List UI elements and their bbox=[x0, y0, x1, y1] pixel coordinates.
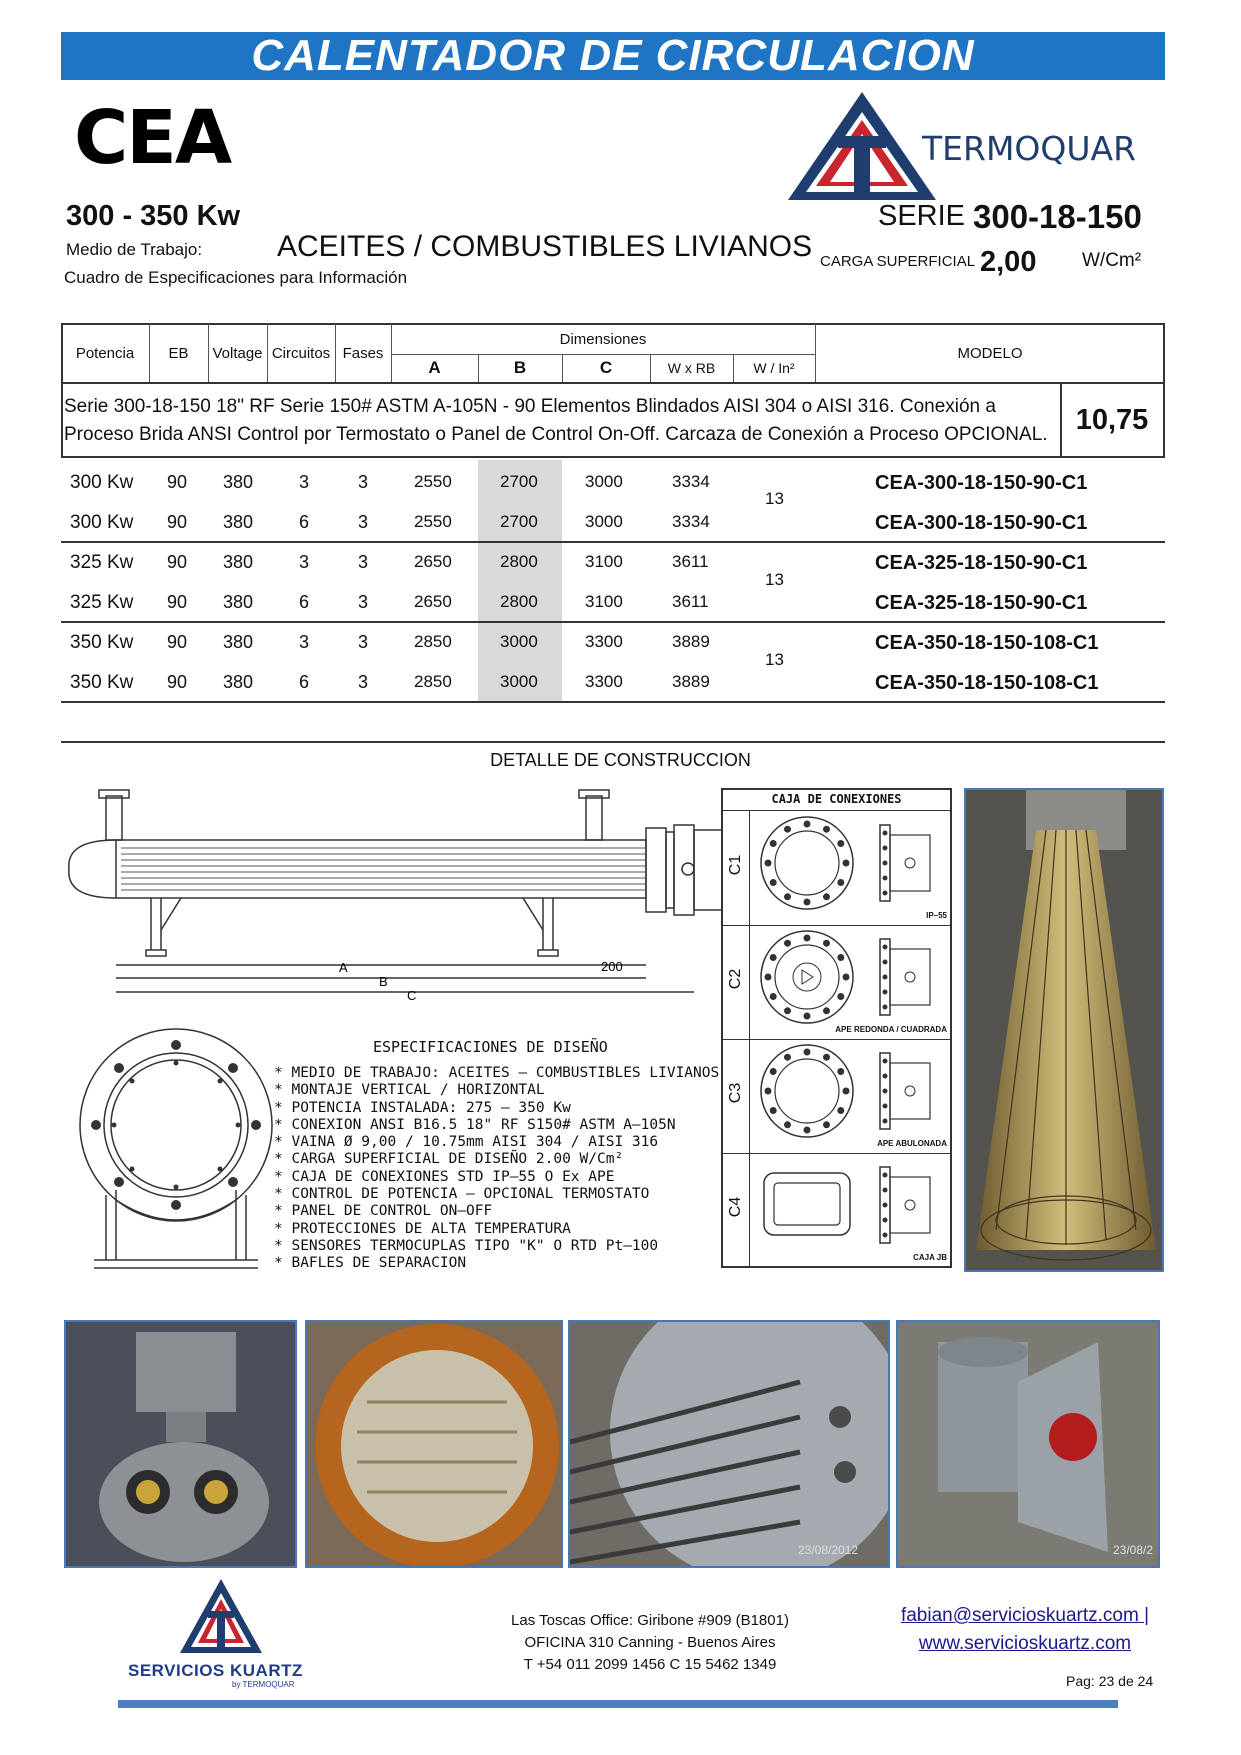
row-circuitos: 3 bbox=[299, 632, 310, 652]
col-voltage: Voltage bbox=[212, 344, 263, 362]
caja-divider bbox=[723, 925, 950, 926]
caja-note: IP–55 bbox=[926, 911, 947, 920]
series-description: Serie 300-18-150 18" RF Serie 150# ASTM A-105N - 90 Elementos Blindados AISI 304 o AISI 316. Conexión a Proceso Brida ANSI Control por Termostato o Panel de Control On-Off. Carcaza de Conexión a Proceso OPCIONAL. bbox=[64, 396, 1048, 445]
housing-illustration bbox=[898, 1322, 1160, 1568]
table-row bbox=[0, 463, 1104, 503]
photo-stamp-1: 23/08/2012 bbox=[798, 1543, 859, 1557]
row-fases: 3 bbox=[358, 512, 369, 532]
spec-line: * VAINA Ø 9,00 / 10.75mm AISI 304 / AISI 316 bbox=[274, 1134, 659, 1151]
table-row bbox=[0, 583, 1104, 623]
row-potencia: 300 Kw bbox=[70, 472, 134, 493]
col-potencia: Potencia bbox=[75, 344, 135, 362]
serie-value: 300-18-150 bbox=[973, 198, 1142, 235]
row-modelo: CEA-325-18-150-90-C1 bbox=[875, 592, 1088, 614]
caja-drawing bbox=[750, 1155, 950, 1263]
caja-divider bbox=[723, 1039, 950, 1040]
carga-unit: W/Cm² bbox=[1082, 250, 1142, 271]
row-potencia: 325 Kw bbox=[70, 552, 134, 573]
col-modelo: MODELO bbox=[957, 344, 1023, 362]
row-b: 2800 bbox=[500, 552, 538, 571]
spec-line: * PANEL DE CONTROL ON–OFF bbox=[274, 1203, 493, 1220]
table-row bbox=[0, 503, 1104, 543]
footer-bar bbox=[118, 1700, 1118, 1708]
row-eb: 90 bbox=[167, 672, 188, 692]
row-b: 2700 bbox=[500, 472, 538, 491]
spec-line: * POTENCIA INSTALADA: 275 – 350 Kw bbox=[274, 1099, 571, 1116]
row-modelo: CEA-300-18-150-90-C1 bbox=[875, 472, 1088, 494]
col-a: A bbox=[428, 358, 441, 377]
caja-note: CAJA JB bbox=[913, 1253, 947, 1262]
row-eb: 90 bbox=[167, 512, 188, 532]
win2-group-3: 13 bbox=[765, 650, 784, 669]
flange-orange-illustration bbox=[307, 1322, 563, 1568]
row-eb: 90 bbox=[167, 632, 188, 652]
spec-line: * MONTAJE VERTICAL / HORIZONTAL bbox=[274, 1082, 545, 1099]
photo-housing bbox=[896, 1320, 1160, 1568]
table-row bbox=[0, 623, 1104, 663]
col-wxrb: W x RB bbox=[667, 360, 716, 376]
col-b: B bbox=[513, 358, 527, 377]
caja-panel bbox=[721, 788, 952, 1268]
row-voltage: 380 bbox=[223, 592, 254, 612]
row-circuitos: 3 bbox=[299, 472, 310, 492]
row-c: 3300 bbox=[585, 632, 623, 651]
row-wxrb: 3889 bbox=[672, 672, 710, 691]
caja-drawing bbox=[750, 927, 950, 1035]
price-value: 10,75 bbox=[1075, 404, 1149, 436]
spec-line: * CONTROL DE POTENCIA – OPCIONAL TERMOSTATO bbox=[274, 1186, 650, 1203]
row-potencia: 350 Kw bbox=[70, 672, 134, 693]
bundle-illustration bbox=[966, 790, 1164, 1272]
row-c: 3000 bbox=[585, 472, 623, 491]
row-eb: 90 bbox=[167, 592, 188, 612]
col-fases: Fases bbox=[342, 344, 384, 362]
col-c: C bbox=[599, 358, 613, 377]
row-circuitos: 6 bbox=[299, 592, 310, 612]
dim-200-label: 200 bbox=[601, 959, 623, 974]
row-c: 3100 bbox=[585, 592, 623, 611]
col-circuitos: Circuitos bbox=[271, 344, 331, 362]
row-eb: 90 bbox=[167, 552, 188, 572]
address-line-3: T +54 011 2099 1456 C 15 5462 1349 bbox=[523, 1656, 777, 1673]
caja-title: CAJA DE CONEXIONES bbox=[771, 792, 902, 806]
row-b: 2800 bbox=[500, 592, 538, 611]
address-line-2: OFICINA 310 Canning - Buenos Aires bbox=[524, 1634, 776, 1651]
caja-code: C1 bbox=[727, 854, 744, 876]
specs-title: ESPECIFICACIONES DE DISEÑO bbox=[373, 1038, 608, 1056]
medio-value: ACEITES / COMBUSTIBLES LIVIANOS bbox=[277, 230, 813, 263]
row-wxrb: 3334 bbox=[672, 472, 710, 491]
spec-line: * CONEXION ANSI B16.5 18" RF S150# ASTM A–105N bbox=[274, 1116, 676, 1133]
page-title: CALENTADOR DE CIRCULACION bbox=[251, 31, 975, 80]
web-link[interactable]: www.servicioskuartz.com bbox=[918, 1633, 1132, 1654]
col-dimensiones: Dimensiones bbox=[559, 330, 647, 348]
row-potencia: 300 Kw bbox=[70, 512, 134, 533]
caja-note: APE REDONDA / CUADRADA bbox=[835, 1025, 947, 1034]
photo-stamp-2: 23/08/2 bbox=[1113, 1543, 1154, 1557]
bundle-photo bbox=[964, 788, 1164, 1272]
caja-drawing bbox=[750, 1041, 950, 1149]
dim-c-label: C bbox=[407, 988, 417, 1003]
table-row bbox=[0, 543, 1104, 583]
side-view-drawing bbox=[61, 780, 721, 1020]
row-modelo: CEA-325-18-150-90-C1 bbox=[875, 552, 1088, 574]
row-voltage: 380 bbox=[223, 552, 254, 572]
flange-grey-illustration bbox=[570, 1322, 890, 1568]
row-b: 3000 bbox=[500, 632, 538, 651]
email-link[interactable]: fabian@servicioskuartz.com | bbox=[900, 1605, 1150, 1626]
medio-label: Medio de Trabajo: bbox=[66, 240, 203, 259]
col-win2: W / In² bbox=[753, 360, 795, 376]
cuadro-text: Cuadro de Especificaciones para Información bbox=[64, 268, 408, 287]
row-b: 3000 bbox=[500, 672, 538, 691]
power-range: 300 - 350 Kw bbox=[66, 200, 241, 232]
row-voltage: 380 bbox=[223, 512, 254, 532]
row-a: 2850 bbox=[414, 672, 452, 691]
row-fases: 3 bbox=[358, 672, 369, 692]
photo-flange-grey bbox=[568, 1320, 890, 1568]
product-code: CEA bbox=[74, 95, 231, 181]
row-wxrb: 3889 bbox=[672, 632, 710, 651]
footer-address bbox=[440, 1610, 860, 1676]
dim-b-label: B bbox=[379, 974, 388, 989]
dim-a-label: A bbox=[339, 960, 348, 975]
design-specs-list bbox=[274, 1065, 719, 1273]
row-c: 3100 bbox=[585, 552, 623, 571]
photo-connection-box bbox=[64, 1320, 297, 1568]
row-a: 2550 bbox=[414, 472, 452, 491]
row-fases: 3 bbox=[358, 592, 369, 612]
spec-line: * MEDIO DE TRABAJO: ACEITES – COMBUSTIBLES LIVIANOS bbox=[274, 1065, 720, 1081]
title-band bbox=[61, 32, 1165, 80]
caja-drawing bbox=[750, 813, 950, 921]
row-c: 3300 bbox=[585, 672, 623, 691]
row-circuitos: 3 bbox=[299, 552, 310, 572]
carga-label: CARGA SUPERFICIAL bbox=[820, 253, 976, 270]
caja-code: C3 bbox=[727, 1082, 744, 1104]
serie-label: SERIE bbox=[878, 200, 966, 232]
spec-line: * CARGA SUPERFICIAL DE DISEÑO 2.00 W/Cm² bbox=[274, 1151, 624, 1168]
table-row bbox=[0, 663, 1104, 703]
connection-box-illustration bbox=[66, 1322, 297, 1568]
carga-value: 2,00 bbox=[980, 246, 1037, 278]
row-c: 3000 bbox=[585, 512, 623, 531]
row-voltage: 380 bbox=[223, 632, 254, 652]
row-modelo: CEA-300-18-150-90-C1 bbox=[875, 512, 1088, 534]
header-divider bbox=[61, 382, 1165, 384]
win2-group-1: 13 bbox=[765, 489, 784, 508]
row-potencia: 325 Kw bbox=[70, 592, 134, 613]
caja-code: C4 bbox=[727, 1196, 744, 1218]
caja-note: APE ABULONADA bbox=[877, 1139, 947, 1148]
spec-line: * SENSORES TERMOCUPLAS TIPO "K" O RTD Pt–100 bbox=[274, 1237, 659, 1254]
photo-flange-orange bbox=[305, 1320, 563, 1568]
row-circuitos: 6 bbox=[299, 512, 310, 532]
row-fases: 3 bbox=[358, 472, 369, 492]
row-voltage: 380 bbox=[223, 472, 254, 492]
page-number: Pag: 23 de 24 bbox=[1066, 1673, 1154, 1689]
row-modelo: CEA-350-18-150-108-C1 bbox=[875, 632, 1099, 654]
servicios-kuartz-logo bbox=[176, 1577, 266, 1659]
row-wxrb: 3611 bbox=[672, 552, 709, 571]
section-title: DETALLE DE CONSTRUCCION bbox=[490, 750, 751, 770]
win2-group-2: 13 bbox=[765, 570, 784, 589]
row-a: 2850 bbox=[414, 632, 452, 651]
caja-divider bbox=[723, 1153, 950, 1154]
col-eb: EB bbox=[168, 344, 189, 362]
row-a: 2650 bbox=[414, 552, 452, 571]
row-a: 2650 bbox=[414, 592, 452, 611]
row-fases: 3 bbox=[358, 552, 369, 572]
row-a: 2550 bbox=[414, 512, 452, 531]
row-circuitos: 6 bbox=[299, 672, 310, 692]
caja-code: C2 bbox=[727, 968, 744, 990]
front-view-flange bbox=[76, 1025, 276, 1275]
spec-line: * CAJA DE CONEXIONES STD IP–55 O Ex APE bbox=[274, 1168, 615, 1185]
footer-by: by TERMOQUAR bbox=[232, 1680, 295, 1689]
footer-company: SERVICIOS KUARTZ bbox=[128, 1661, 303, 1680]
row-b: 2700 bbox=[500, 512, 538, 531]
row-modelo: CEA-350-18-150-108-C1 bbox=[875, 672, 1099, 694]
footer-contact bbox=[880, 1602, 1170, 1658]
row-eb: 90 bbox=[167, 472, 188, 492]
row-wxrb: 3611 bbox=[672, 592, 709, 611]
termoquar-logo bbox=[780, 88, 1170, 206]
spec-line: * BAFLES DE SEPARACION bbox=[274, 1255, 467, 1272]
brand-name: TERMOQUAR bbox=[922, 129, 1137, 168]
row-fases: 3 bbox=[358, 632, 369, 652]
address-line-1: Las Toscas Office: Giribone #909 (B1801) bbox=[511, 1612, 789, 1629]
row-potencia: 350 Kw bbox=[70, 632, 134, 653]
row-voltage: 380 bbox=[223, 672, 254, 692]
row-wxrb: 3334 bbox=[672, 512, 710, 531]
spec-line: * PROTECCIONES DE ALTA TEMPERATURA bbox=[274, 1220, 571, 1237]
